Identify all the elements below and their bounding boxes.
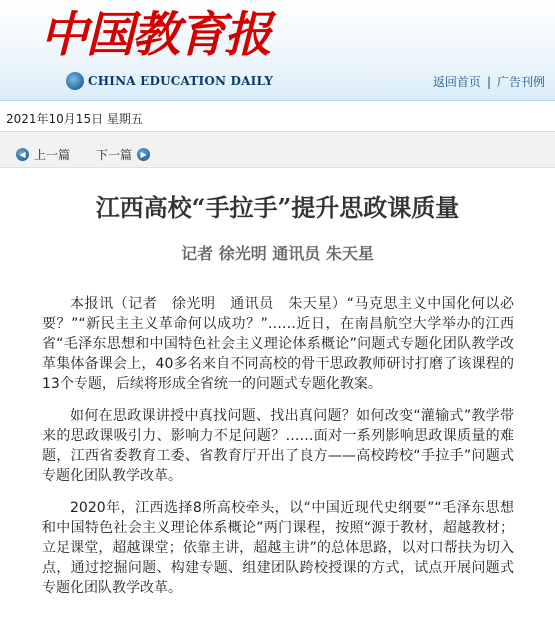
article-paragraph: 2020年，江西选择8所高校牵头，以“中国近现代史纲要”“毛泽东思想和中国特色社会主义理论体系概论”两门课程，按照“源于教材，超越教材；立足课堂，超越课堂；依靠主讲，超越主讲”的总体思路，以对口帮扶为切入点，通过挖掘问题、构建专题、组建团队跨校授课的方式，试点开展问题式专题化团队教学改革。 (42, 500, 514, 596)
home-link[interactable]: 返回首页 (432, 75, 481, 89)
site-logo[interactable]: 中国教育报 (40, 7, 271, 63)
top-links (433, 73, 545, 90)
article-byline: 记者 徐光明 通讯员 朱天星 (181, 244, 374, 263)
link-separator: | (486, 75, 491, 89)
article-paragraph: 如何在思政课讲授中真找问题、找出真问题？如何改变“灌输式”教学带来的思政课吸引力、影响力不足问题？……面对一系列影响思政课质量的难题，江西省委教育工委、省教育厅开出了良方——高校跨校“手拉手”问题式专题化团队教学改革。 (42, 408, 514, 484)
ad-rates-link[interactable]: 广告刊例 (496, 75, 545, 89)
prev-article-button[interactable] (16, 146, 70, 163)
article-paragraph: 本报讯（记者 徐光明 通讯员 朱天星）“马克思主义中国化何以必要？”“新民主主义革命何以成功？”……近日，在南昌航空大学举办的江西省“毛泽东思想和中国特色社会主义理论体系概论”问题式专题化团队教学改革集体备课会上，40多名来自不同高校的骨干思政教师研讨打磨了该课程的13个专题，后续将形成全省统一的问题式专题化教案。 (42, 296, 514, 392)
article-title: 江西高校“手拉手”提升思政课质量 (95, 193, 460, 222)
issue-date: 2021年10月15日 星期五 (6, 112, 143, 126)
arrow-right-circle-icon: ▶ (137, 148, 150, 161)
article-body (42, 294, 514, 610)
logo-english-text: CHINA EDUCATION DAILY (88, 74, 274, 88)
next-article-label: 下一篇 (96, 148, 133, 162)
site-header (0, 0, 555, 100)
prev-article-label: 上一篇 (34, 148, 71, 162)
globe-icon (66, 72, 84, 90)
next-article-button[interactable] (96, 146, 150, 163)
article-pager (0, 132, 555, 168)
header-divider (0, 100, 555, 101)
pager-divider (0, 167, 555, 168)
arrow-left-circle-icon: ◀ (16, 148, 29, 161)
